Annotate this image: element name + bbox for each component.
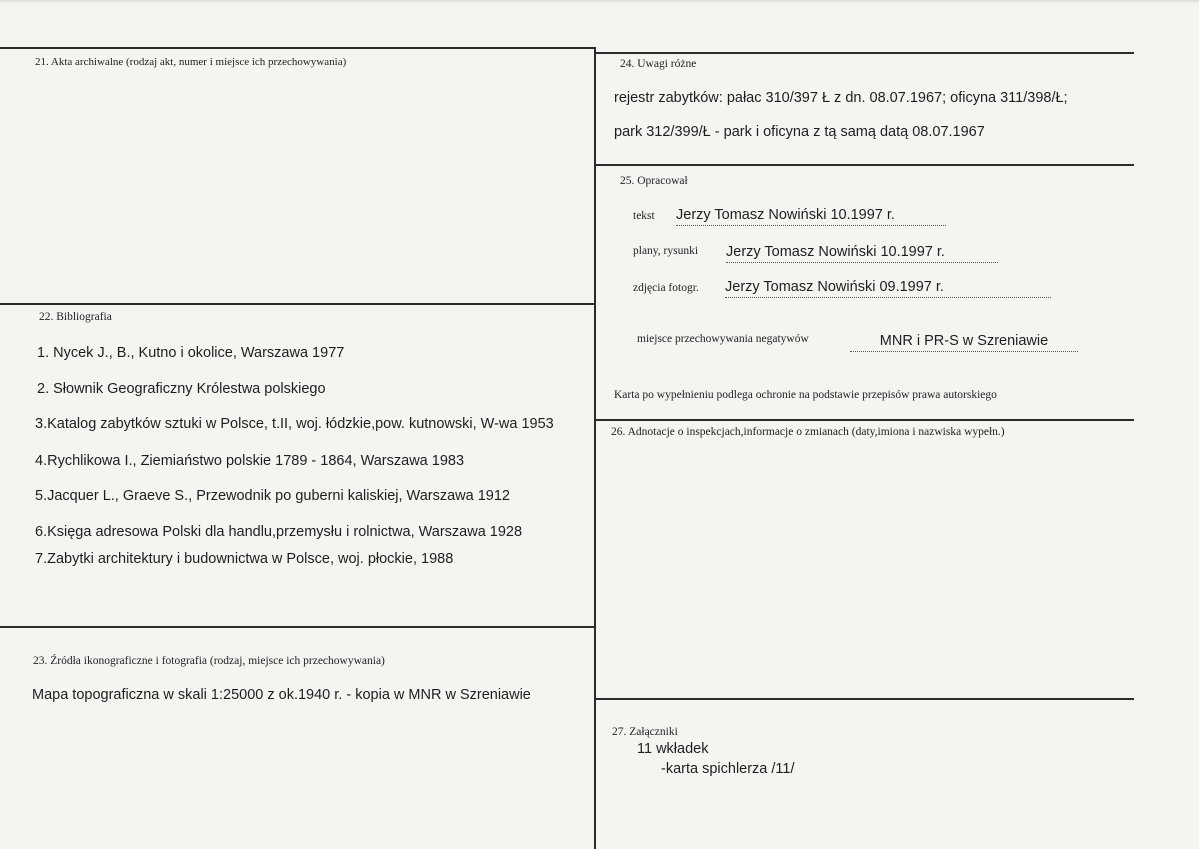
author-photos-label: zdjęcia fotogr.	[633, 282, 699, 294]
divider-top-left	[0, 47, 596, 49]
bibliography-item: 7.Zabytki architektury i budownictwa w Polsce, woj. płockie, 1988	[35, 551, 454, 567]
divider-25-26	[596, 419, 1134, 421]
divider-26-27	[596, 698, 1134, 700]
bibliography-item: 6.Księga adresowa Polski dla handlu,przemysłu i rolnictwa, Warszawa 1928	[35, 524, 523, 540]
divider-22-23	[0, 626, 596, 628]
divider-21-22	[0, 303, 596, 305]
bibliography-item: 4.Rychlikowa I., Ziemiaństwo polskie 1789 - 1864, Warszawa 1983	[35, 453, 465, 469]
bibliography-item: 1. Nycek J., B., Kutno i okolice, Warszawa 1977	[37, 345, 345, 361]
section-21-heading: 21. Akta archiwalne (rodzaj akt, numer i miejsce ich przechowywania)	[35, 56, 347, 68]
author-text-label: tekst	[633, 210, 655, 222]
page-top-edge	[0, 0, 1199, 3]
divider-24-25	[596, 164, 1134, 166]
remarks-line-1: rejestr zabytków: pałac 310/397 Ł z dn. 08.07.1967; oficyna 311/398/Ł;	[614, 90, 1068, 106]
iconography-text: Mapa topograficzna w skali 1:25000 z ok.1940 r. - kopia w MNR w Szreniawie	[32, 687, 531, 703]
attachments-count: 11 wkładek	[637, 741, 709, 757]
negatives-location-value: MNR i PR-S w Szreniawie	[850, 333, 1078, 352]
remarks-line-2: park 312/399/Ł - park i oficyna z tą samą datą 08.07.1967	[614, 124, 985, 140]
author-text-value: Jerzy Tomasz Nowiński 10.1997 r.	[676, 207, 946, 226]
divider-vertical-center	[594, 47, 596, 849]
bibliography-item: 3.Katalog zabytków sztuki w Polsce, t.II, woj. łódzkie,pow. kutnowski, W-wa 1953	[35, 416, 554, 432]
author-photos-value: Jerzy Tomasz Nowiński 09.1997 r.	[725, 279, 1051, 298]
bibliography-item: 5.Jacquer L., Graeve S., Przewodnik po guberni kaliskiej, Warszawa 1912	[35, 488, 510, 504]
divider-top-right	[596, 52, 1134, 54]
copyright-note: Karta po wypełnieniu podlega ochronie na podstawie przepisów prawa autorskiego	[614, 389, 997, 401]
section-25-heading: 25. Opracował	[620, 175, 688, 187]
section-23-heading: 23. Źródła ikonograficzne i fotografia (rodzaj, miejsce ich przechowywania)	[33, 655, 385, 667]
author-drawings-label: plany, rysunki	[633, 245, 699, 257]
negatives-location-label: miejsce przechowywania negatywów	[637, 333, 809, 345]
section-26-heading: 26. Adnotacje o inspekcjach,informacje o zmianach (daty,imiona i nazwiska wypełn.)	[611, 426, 1005, 438]
bibliography-item: 2. Słownik Geograficzny Królestwa polskiego	[37, 381, 326, 397]
section-22-heading: 22. Bibliografia	[39, 311, 112, 323]
attachments-item: -karta spichlerza /11/	[661, 761, 795, 777]
section-24-heading: 24. Uwagi różne	[620, 58, 697, 70]
section-27-heading: 27. Załączniki	[612, 726, 678, 738]
author-drawings-value: Jerzy Tomasz Nowiński 10.1997 r.	[726, 244, 998, 263]
